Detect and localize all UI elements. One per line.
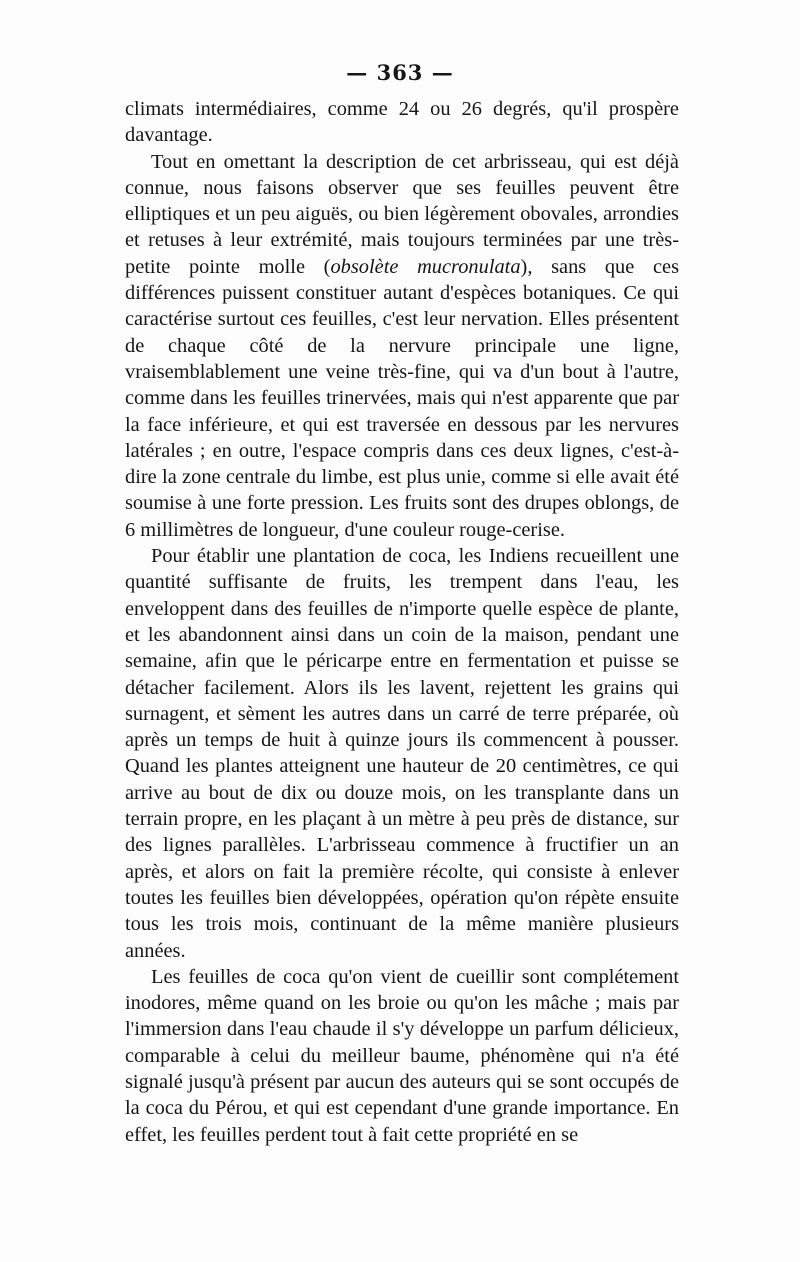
italic-term: obsolète mucronulata [330,255,521,278]
page-number: — 363 — [346,60,454,85]
paragraph-2 [125,149,679,543]
body-text [125,96,679,1148]
paragraph-1: climats intermédiaires, comme 24 ou 26 degrés, qu'il prospère davantage. [125,98,679,147]
paragraph-2-start: Tout en omettant la description de cet arbrisseau, qui est déjà connue, nous faisons observer que ses feuilles peuvent être elliptiques et un peu aiguës, ou bien légèrement obovales, arrondies et retuses à leur extrémité, mais toujours terminées par une très-petite pointe molle ( [125,150,679,278]
paragraph-2-end: ), sans que ces différences puissent constituer autant d'espèces botaniques. Ce qui caractérise surtout ces feuilles, c'est leur nervation. Elles présentent de chaque côté de la nervure principale une ligne, vraisemblablement une veine très-fine, qui va d'un bout à l'autre, comme dans les feuilles trinervées, mais qui n'est apparente que par la face inférieure, et qui est traversée en dessous par les nervures latérales ; en outre, l'espace compris dans ces deux lignes, c'est-à-dire la zone centrale du limbe, est plus unie, comme si elle avait été soumise à une forte pression. Les fruits sont des drupes oblongs, de 6 millimètres de longueur, d'une couleur rouge-cerise. [125,255,680,541]
paragraph-4: Les feuilles de coca qu'on vient de cueillir sont complétement inodores, même quand on les broie ou qu'on les mâche ; mais par l'immersion dans l'eau chaude il s'y développe un parfum délicieux, comparable à celui du meilleur baume, phénomène qui n'a été signalé jusqu'à présent par aucun des auteurs qui se sont occupés de la coca du Pérou, et qui est cependant d'une grande importance. En effet, les feuilles perdent tout à fait cette propriété en se [125,965,679,1146]
paragraph-3: Pour établir une plantation de coca, les Indiens recueillent une quantité suffisante de fruits, les trempent dans l'eau, les enveloppent dans des feuilles de n'importe quelle espèce de plante, et les abandonnent ainsi dans un coin de la maison, pendant une semaine, afin que le péricarpe entre en fermentation et puisse se détacher facilement. Alors ils les lavent, rejettent les grains qui surnagent, et sèment les autres dans un carré de terre préparée, où après un temps de huit à quinze jours ils commencent à pousser. Quand les plantes atteignent une hauteur de 20 centimètres, ce qui arrive au bout de dix ou douze mois, on les transplante dans un terrain propre, en les plaçant à un mètre à peu près de distance, sur des lignes parallèles. L'arbrisseau commence à fructifier un an après, et alors on fait la première récolte, qui consiste à enlever toutes les feuilles bien développées, opération qu'on répète ensuite tous les trois mois, continuant de la même manière plusieurs années. [125,545,679,962]
